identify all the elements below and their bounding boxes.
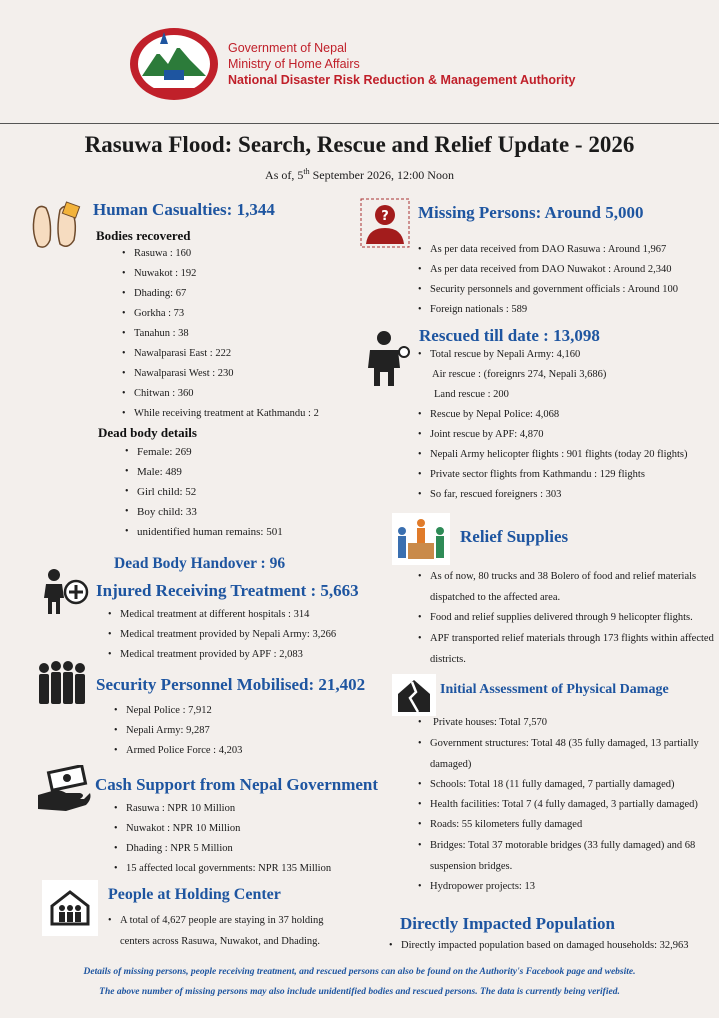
as-of-date: As of, 5th September 2026, 12:00 Noon [265, 167, 454, 182]
list-item: Air rescue : (foreignrs 274, Nepali 3,686) [432, 369, 607, 380]
list-item: • Private houses: Total 7,570 [418, 713, 716, 733]
holding-center-heading: People at Holding Center [108, 886, 281, 903]
relief-supplies-heading: Relief Supplies [460, 527, 569, 546]
dead-body-details-heading: Dead body details [98, 425, 197, 440]
rescued-heading: Rescued till date : 13,098 [419, 326, 600, 345]
list-item: • Dhading : NPR 5 Million [114, 839, 331, 859]
svg-text:?: ? [381, 209, 389, 224]
list-item: • Directly impacted population based on damaged households: 32,963 [389, 936, 689, 956]
holding-center-list [108, 910, 348, 952]
damaged-house-icon [392, 674, 436, 716]
bodies-recovered-heading: Bodies recovered [96, 228, 191, 243]
list-item: • Girl child: 52 [125, 482, 283, 502]
list-item: • Female: 269 [125, 442, 283, 462]
list-item: • unidentified human remains: 501 [125, 522, 283, 542]
list-item: • 15 affected local governments: NPR 135 Million [114, 859, 331, 879]
list-item: • Bridges: Total 37 motorable bridges (33 fully damaged) and 68 suspension bridges. [418, 835, 716, 877]
list-item: • Foreign nationals : 589 [418, 300, 678, 320]
dead-body-details-list [125, 442, 283, 542]
header-divider [0, 123, 719, 124]
list-item: • Tanahun : 38 [122, 324, 319, 344]
footer-note-1: Details of missing persons, people receiving treatment, and rescued persons can also be found on the Authority's Facebook page and website. [83, 967, 636, 977]
list-item: • Medical treatment at different hospitals : 314 [108, 605, 336, 625]
list-item: • As per data received from DAO Rasuwa : Around 1,967 [418, 240, 678, 260]
list-item: • Joint rescue by APF: 4,870 [418, 425, 688, 445]
impacted-population-list [389, 936, 689, 956]
cash-hand-icon [36, 765, 92, 815]
list-item: • Security personnels and government officials : Around 100 [418, 280, 678, 300]
injured-person-icon [40, 568, 92, 616]
list-item: • Nuwakot : NPR 10 Million [114, 819, 331, 839]
list-item: • Dhading: 67 [122, 284, 319, 304]
cash-support-list [114, 799, 331, 879]
org-authority: National Disaster Risk Reduction & Management Authority [228, 73, 576, 87]
security-heading: Security Personnel Mobilised: 21,402 [96, 675, 366, 694]
bodies-recovered-list [122, 244, 319, 424]
list-item: • Gorkha : 73 [122, 304, 319, 324]
security-personnel-icon [36, 660, 88, 706]
list-item: • As of now, 80 trucks and 38 Bolero of food and relief materials dispatched to the affected area. [418, 566, 714, 608]
list-item: • While receiving treatment at Kathmandu : 2 [122, 404, 319, 424]
impacted-population-heading: Directly Impacted Population [400, 914, 616, 933]
list-item: • Medical treatment provided by APF : 2,083 [108, 645, 336, 665]
list-item: • Rasuwa : NPR 10 Million [114, 799, 331, 819]
feet-tag-icon [28, 200, 82, 250]
list-item: • Boy child: 33 [125, 502, 283, 522]
list-item: • Nawalparasi West : 230 [122, 364, 319, 384]
list-item: • Medical treatment provided by Nepali Army: 3,266 [108, 625, 336, 645]
holding-center-icon [42, 880, 98, 936]
cash-support-heading: Cash Support from Nepal Government [95, 775, 379, 794]
rescued-list [418, 345, 688, 505]
injured-heading: Injured Receiving Treatment : 5,663 [96, 581, 359, 600]
security-list [114, 701, 242, 761]
list-item: • Private sector flights from Kathmandu : 129 flights [418, 465, 688, 485]
list-item: • Armed Police Force : 4,203 [114, 741, 242, 761]
list-item: • Nawalparasi East : 222 [122, 344, 319, 364]
list-item: • A total of 4,627 people are staying in 37 holding centers across Rasuwa, Nuwakot, and Dhading. [108, 910, 348, 952]
list-item: • Total rescue by Nepali Army: 4,160 [418, 345, 688, 365]
missing-person-icon [360, 198, 410, 248]
relief-supplies-icon [392, 513, 450, 565]
org-government: Government of Nepal [228, 41, 347, 55]
list-item: • Rescue by Nepal Police: 4,068 [418, 405, 688, 425]
physical-damage-heading: Initial Assessment of Physical Damage [440, 682, 669, 697]
org-ministry: Ministry of Home Affairs [228, 57, 360, 71]
list-item: Land rescue : 200 [434, 389, 509, 400]
list-item: • Schools: Total 18 (11 fully damaged, 7 partially damaged) [418, 775, 716, 795]
list-item: • Nepali Army: 9,287 [114, 721, 242, 741]
rescuer-icon [364, 330, 410, 388]
list-item: • Nepal Police : 7,912 [114, 701, 242, 721]
list-item: • Nuwakot : 192 [122, 264, 319, 284]
list-item: • Roads: 55 kilometers fully damaged [418, 815, 716, 835]
list-item: • APF transported relief materials through 173 flights within affected districts. [418, 628, 714, 670]
list-item: • So far, rescued foreigners : 303 [418, 485, 688, 505]
relief-supplies-list [418, 566, 714, 670]
list-item: • Nepali Army helicopter flights : 901 flights (today 20 flights) [418, 445, 688, 465]
list-item: • Food and relief supplies delivered through 9 helicopter flights. [418, 608, 714, 628]
physical-damage-list [418, 713, 716, 897]
missing-persons-heading: Missing Persons: Around 5,000 [418, 203, 644, 222]
human-casualties-heading: Human Casualties: 1,344 [93, 200, 275, 219]
list-item: • Chitwan : 360 [122, 384, 319, 404]
list-item: • As per data received from DAO Nuwakot : Around 2,340 [418, 260, 678, 280]
footer-note-2: The above number of missing persons may also include unidentified bodies and rescued persons. The data is currently being verified. [99, 987, 620, 997]
missing-persons-list [418, 240, 678, 320]
list-item: • Hydropower projects: 13 [418, 877, 716, 897]
list-item: • Male: 489 [125, 462, 283, 482]
list-item: • Health facilities: Total 7 (4 fully damaged, 3 partially damaged) [418, 795, 716, 815]
list-item: • Rasuwa : 160 [122, 244, 319, 264]
government-emblem [128, 26, 220, 104]
injured-list [108, 605, 336, 665]
list-item: • Government structures: Total 48 (35 fully damaged, 13 partially damaged) [418, 733, 716, 775]
dead-body-handover-heading: Dead Body Handover : 96 [114, 555, 286, 572]
page-title: Rasuwa Flood: Search, Rescue and Relief Update - 2026 [84, 132, 635, 157]
